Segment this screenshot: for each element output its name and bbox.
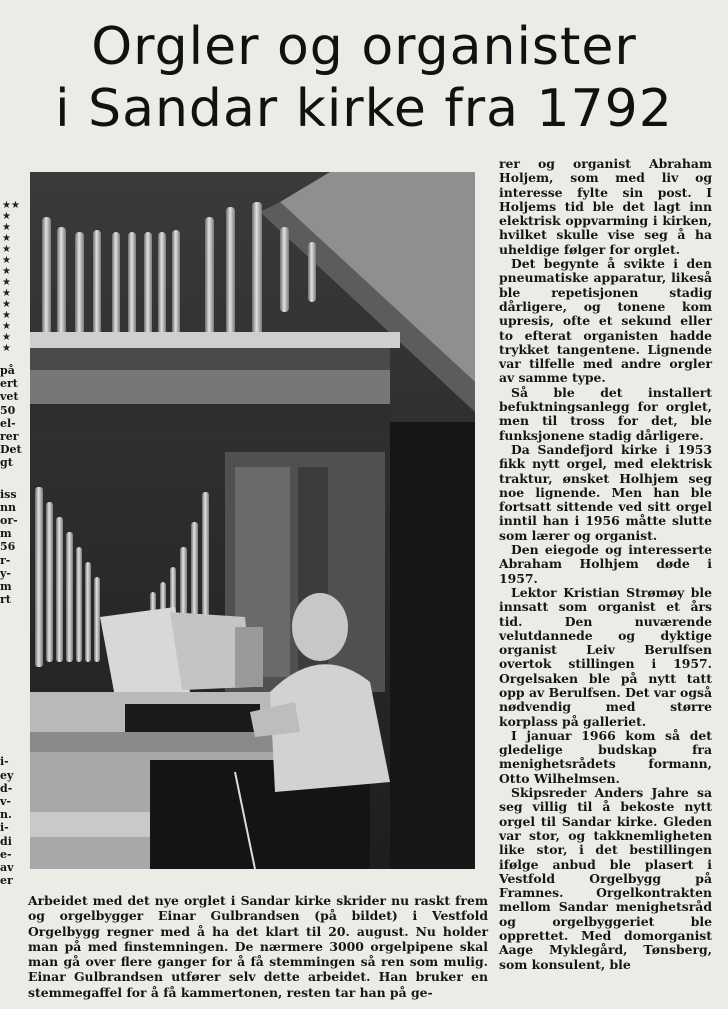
left-fragment-3: i- ey d- v- n. i- di e- av er [0,755,14,888]
paragraph: rer og organist Abraham Holjem, som med liv og interesse fylte sin post. I Holjems tid ble det lagt inn elektrisk oppvarming i kirken, hvilket skulle vise seg å ha uheldige følger for orglet. [499,156,712,257]
left-fragment-1: på ert vet 50 el- rer Det gt [0,364,22,470]
paragraph: Det begynte å svikte i den pneumatiske apparatur, likeså ble repetisjonen stadig dårligere, og tonene kom upresis, ofte et sekund eller to efterat organisten hadde trykket tangentene. Lignende var tilfelle med andre orgler av samme type. [499,256,712,386]
paragraph: Skipsreder Anders Jahre sa seg villig til å bekoste nytt orgel til Sandar kirke. Gleden var stor, og takknemligheten like stor, i det bestillingen ifølge anbud ble plasert i Vestfold Orgelbygg på Framnes. Orgelkontrakten mellom Sandar menighetsråd og orgelbyggeriet ble opprettet. Med domorganist Aage Myklegård, Tønsberg, som konsulent, ble [499,785,712,972]
article-column-right [499,157,712,972]
photo-caption: Arbeidet med det nye orglet i Sandar kirke skrider nu raskt frem og orgelbygger Einar Gulbrandsen (på bildet) i Vestfold Orgelbygg regner med å ha det klart til 20. august. Nu holder man på med finstemningen. De nærmere 3000 orgelpipene skal man gå over flere ganger for å få stemmingen så ren som mulig. Einar Gulbrandsen utfører selv dette arbeidet. Han bruker en stemmegaffel for å få kammertonen, resten tar han på ge- [28,893,488,1000]
paragraph: Så ble det installert befuktningsanlegg for orglet, men til tross for det, ble funksjonene stadig dårligere. [499,384,712,443]
left-fragment-2: iss nn or- m 56 r- y- m rt [0,487,18,607]
paragraph: Da Sandefjord kirke i 1953 fikk nytt orgel, med elektrisk traktur, ønsket Holhjem seg noe lignende. Men han ble fortsatt sittende ved sitt orgel inntil han i 1956 måtte slutte som lærer og organist. [499,441,712,543]
paragraph: Lektor Kristian Strømøy ble innsatt som organist et års tid. Den nuværende velutdannede og dyktige organist Leiv Berulfsen overtok stillingen i 1957. Orgelsaken ble på nytt tatt opp av Berulfsen. Det var også nødvendig med større korplass på galleriet. [499,584,712,729]
paragraph: I januar 1966 kom så det gledelige budskap fra menighetsrådets formann, Otto Wilhelmsen. [499,727,712,786]
photo-organ-builder [30,172,475,869]
paragraph: Den eiegode og interesserte Abraham Holhjem døde i 1957. [499,542,712,586]
photo-illustration [30,172,475,869]
headline-line-2: i Sandar kirke fra 1792 [55,79,673,139]
star-rule-icon: ★★ ★ ★ ★ ★ ★ ★ ★ ★ ★ ★ ★ ★ ★ [2,200,20,354]
left-column-fragments [0,200,24,887]
headline-line-1: Orgler og organister [91,17,637,77]
